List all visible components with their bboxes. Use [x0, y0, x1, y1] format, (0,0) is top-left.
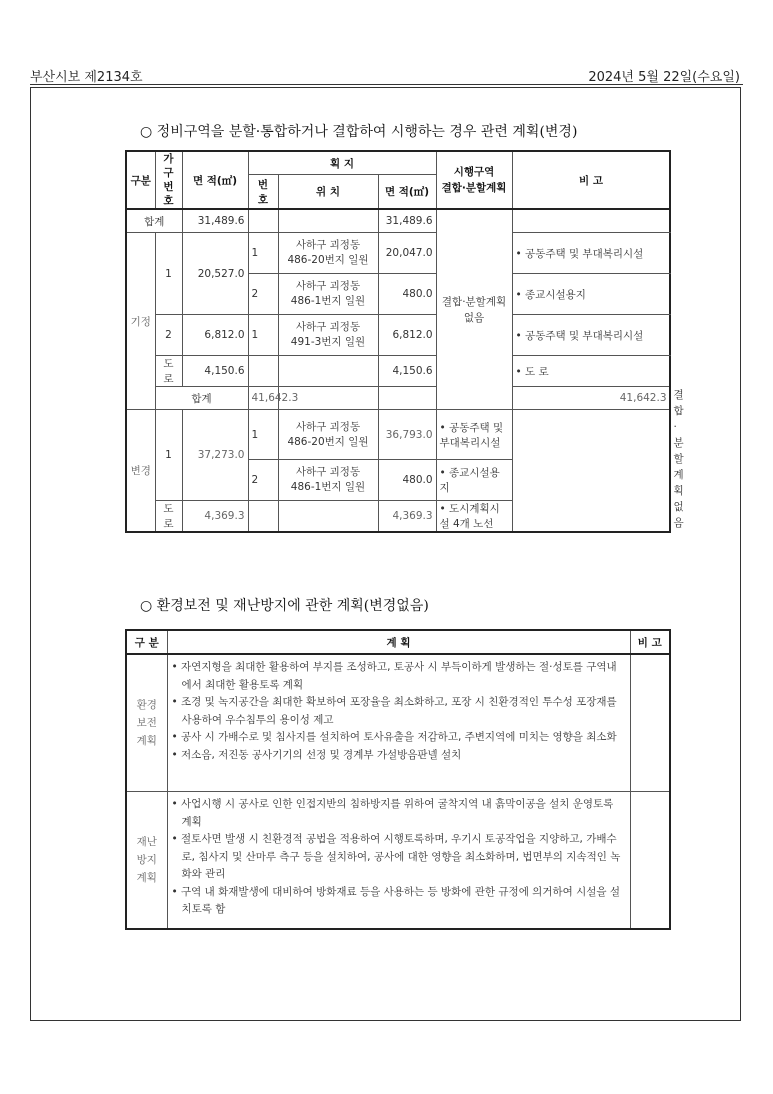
loc-cell: 사하구 괴정동 486-20번지 일원 [278, 233, 378, 274]
note-cell: • 공동주택 및 부대복리시설 [436, 410, 512, 460]
col-note: 비 고 [512, 151, 670, 209]
total-harea: 31,489.6 [378, 209, 436, 233]
gagu-cell: 2 [155, 315, 182, 356]
area-cell: 20,527.0 [182, 233, 248, 315]
loc-cell: 사하구 괴정동 486-1번지 일원 [278, 460, 378, 501]
list-item: • 자연지형을 최대한 활용하여 부지를 조성하고, 토공사 시 부득이하게 발생하는 절·성토를 구역내에서 최대한 활용토록 계획 [171, 661, 617, 691]
col-plan: 계 획 [167, 630, 630, 654]
environment-disaster-table [125, 629, 671, 930]
table-row [126, 501, 670, 533]
loc-cell: 사하구 괴정동 491-3번지 일원 [278, 315, 378, 356]
note-cell: • 도 로 [512, 356, 670, 387]
col-harea: 면 적(㎡) [378, 175, 436, 209]
list-item: • 구역 내 화재발생에 대비하여 방화재료 등을 사용하는 등 방화에 관한 규정에 의거하여 시설을 설치토록 함 [171, 885, 620, 915]
total-area: 41,642.3 [248, 387, 278, 410]
disaster-plan [167, 792, 630, 930]
section1-title: ○ 정비구역을 분할·통합하거나 결합하여 시행하는 경우 관련 계획(변경) [140, 124, 578, 140]
col-plan: 시행구역 결합·분할계획 [436, 151, 512, 209]
note-cell: • 공동주택 및 부대복리시설 [512, 233, 670, 274]
gagu-cell: 도로 [155, 356, 182, 387]
no-cell: 2 [248, 274, 278, 315]
gagu-cell: 1 [155, 410, 182, 501]
table-row [126, 410, 670, 460]
area-cell: 4,150.6 [182, 356, 248, 387]
list-item: • 조경 및 녹지공간을 최대한 확보하여 포장율을 최소화하고, 포장 시 친환경적인 투수성 포장재를 사용하여 우수침투의 용이성 제고 [171, 696, 617, 726]
area-cell: 37,273.0 [182, 410, 248, 501]
harea-cell: 480.0 [378, 274, 436, 315]
harea-cell: 4,150.6 [378, 356, 436, 387]
header-divider [30, 84, 743, 85]
list-item: • 절토사면 발생 시 친환경적 공법을 적용하여 시행토록하며, 우기시 토공작업을 지양하고, 가배수로, 침사지 및 산마루 측구 등을 설치하여, 공사에 대한 영향을 최소화하며, 법면부의 지속적인 녹화와 관리 [171, 833, 621, 880]
env-plan [167, 654, 630, 792]
no-cell: 2 [248, 460, 278, 501]
col-no: 번 호 [248, 175, 278, 209]
col-loc: 위 치 [278, 175, 378, 209]
list-item: • 저소음, 저진동 공사기기의 선정 및 경계부 가설방음판넬 설치 [171, 748, 462, 761]
total-label: 합계 [155, 387, 248, 410]
group-label: 기정 [126, 233, 155, 410]
gazette-issue: 부산시보 제2134호 [30, 70, 143, 85]
env-label: 환경 보전 계획 [126, 654, 167, 792]
harea-cell: 36,793.0 [378, 410, 436, 460]
gagu-cell: 도로 [155, 501, 182, 533]
note-cell: • 종교시설용지 [436, 460, 512, 501]
note-cell: • 도시계획시설 4개 노선 [436, 501, 512, 533]
table-row [126, 209, 670, 233]
list-item: • 공사 시 가배수로 및 침사지를 설치하여 토사유출을 저감하고, 주변지역에 미치는 영향을 최소화 [171, 731, 617, 743]
no-cell: 1 [248, 315, 278, 356]
note-cell: • 공동주택 및 부대복리시설 [512, 315, 670, 356]
loc-cell: 사하구 괴정동 486-20번지 일원 [278, 410, 378, 460]
area-cell: 4,369.3 [182, 501, 248, 533]
list-item: • 사업시행 시 공사로 인한 인접지반의 침하방지를 위하여 굴착지역 내 흙막이공을 설치 운영토록 계획 [171, 798, 614, 828]
harea-cell: 20,047.0 [378, 233, 436, 274]
total-area: 31,489.6 [182, 209, 248, 233]
table-row: 합계 41,642.3 41,642.3 결합·분할계획 없음 [126, 387, 670, 410]
harea-cell: 4,369.3 [378, 501, 436, 533]
col-note: 비 고 [630, 630, 670, 654]
table-row [126, 356, 670, 387]
harea-cell: 6,812.0 [378, 315, 436, 356]
table-row [126, 654, 670, 792]
table-row [126, 315, 670, 356]
gagu-cell: 1 [155, 233, 182, 315]
col-gubun: 구분 [126, 151, 155, 209]
col-gubun: 구 분 [126, 630, 167, 654]
loc-cell: 사하구 괴정동 486-1번지 일원 [278, 274, 378, 315]
plan-cell: 결합·분할계획 없음 [436, 209, 512, 410]
table-row [126, 792, 670, 930]
section2-title: ○ 환경보전 및 재난방지에 관한 계획(변경없음) [140, 598, 429, 614]
area-cell: 6,812.0 [182, 315, 248, 356]
col-hwakji: 획 지 [248, 151, 436, 175]
group-label: 변경 [126, 410, 155, 533]
disaster-label: 재난 방지 계획 [126, 792, 167, 930]
table-row [126, 233, 670, 274]
col-area: 면 적(㎡) [182, 151, 248, 209]
table-header-row [126, 151, 670, 175]
no-cell: 1 [248, 233, 278, 274]
total-harea: 41,642.3 [512, 387, 670, 410]
note-cell: • 종교시설용지 [512, 274, 670, 315]
no-cell: 1 [248, 410, 278, 460]
total-label: 합계 [126, 209, 182, 233]
table-header-row [126, 630, 670, 654]
harea-cell: 480.0 [378, 460, 436, 501]
gazette-date: 2024년 5월 22일(수요일) [588, 70, 740, 85]
col-gagu: 가구 번호 [155, 151, 182, 209]
redevelopment-zone-table [125, 150, 684, 533]
